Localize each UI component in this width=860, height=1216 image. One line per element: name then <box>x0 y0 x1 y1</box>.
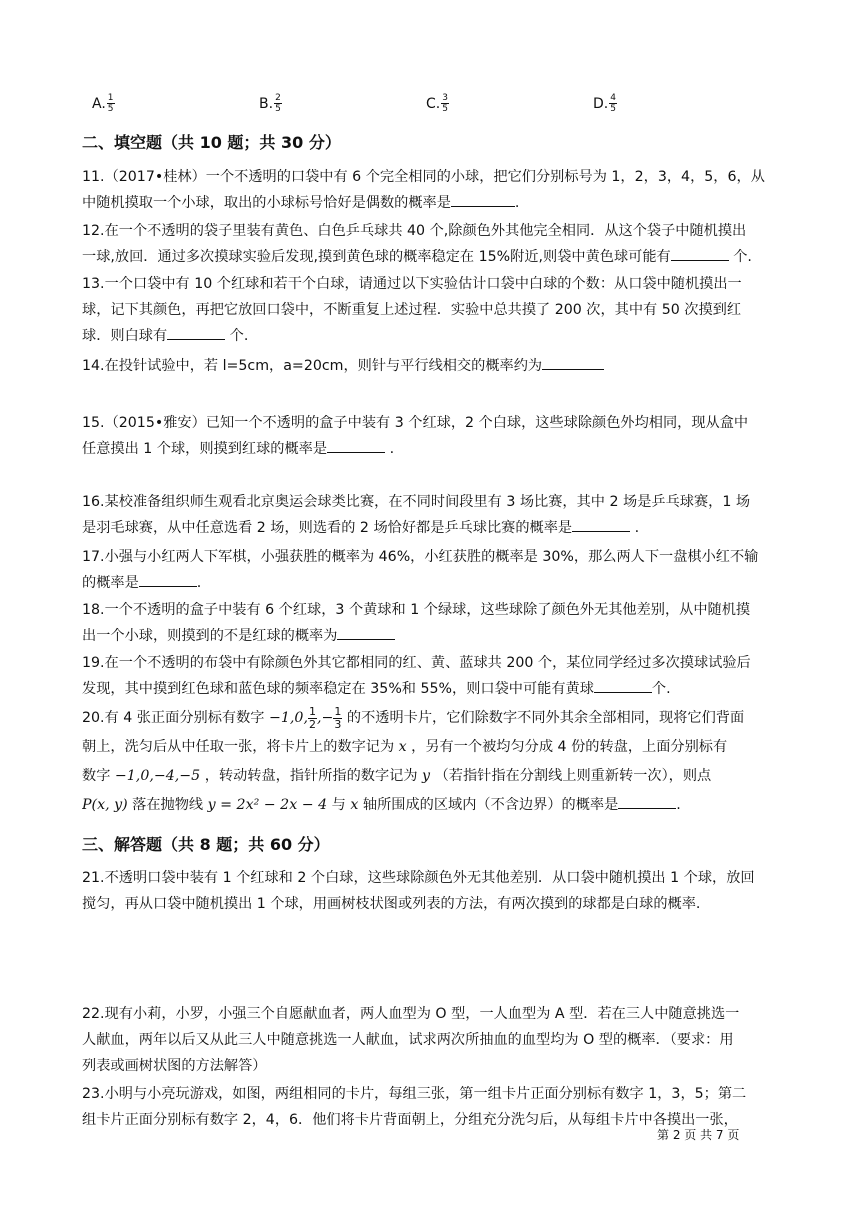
answer-blank[interactable] <box>542 355 604 370</box>
choice-b[interactable]: B. $\frac{2}{5}$ <box>259 93 281 114</box>
question-14: 14.在投针试验中，若 l=5cm，a=20cm，则针与平行线相交的概率约为 <box>82 353 788 379</box>
question-11: 11.（2017•桂林）一个不透明的口袋中有 6 个完全相同的小球，把它们分别标号为 1，2，3，4，5，6，从 中随机摸取一个小球，取出的小球标号恰好是偶数的概率是 . <box>82 169 765 211</box>
question-20: 20.有 4 张正面分别标有数字 −1,0, $\frac{1}{2}$ ,− $\frac{1}{3}$ 的不透明卡片，它们除数字不同外其余全部相同，现将它们背面 朝上，洗匀后从中任取一张，将卡片上的数字记为 x ，另有一个被均匀分成 4 份的转盘，上面分别标有 数字 −1,0,−4,−5 ，转动转盘，指针所指的数字记为 y （若指针指在分割线上则重新转一次），则点 P(x, y) 落在抛物线 y = 2x² − 2x − 4 与 x 轴所围成的区域内（不含边界）的概率是 . <box>82 704 745 813</box>
choice-c[interactable]: C. $\frac{3}{5}$ <box>426 93 448 114</box>
answer-blank[interactable] <box>139 572 197 587</box>
answer-blank[interactable] <box>618 794 676 809</box>
choice-d[interactable]: D. $\frac{4}{5}$ <box>593 93 616 114</box>
choice-row <box>92 93 792 123</box>
answer-blank[interactable] <box>451 192 515 207</box>
question-15: 15.（2015•雅安）已知一个不透明的盒子中装有 3 个红球，2 个白球，这些球除颜色外均相同，现从盒中 任意摸出 1 个球，则摸到红球的概率是 . <box>82 415 749 457</box>
answer-blank[interactable] <box>572 517 630 532</box>
question-19: 19.在一个不透明的布袋中有除颜色外其它都相同的红、黄、蓝球共 200 个，某位同学经过多次摸球试验后 发现，其中摸到红色球和蓝色球的频率稳定在 35%和 55%，则口袋中可能有黄球 个. <box>82 655 751 697</box>
answer-blank[interactable] <box>671 246 729 261</box>
section-heading-solutions: 三、解答题（共 8 题；共 60 分） <box>82 835 330 854</box>
question-23: 23.小明与小亮玩游戏，如图，两组相同的卡片，每组三张，第一组卡片正面分别标有数字 1，3，5；第二 组卡片正面分别标有数字 2，4，6．他们将卡片背面朝上，分组充分洗匀后，从每组卡片中各摸出一张， <box>82 1086 747 1128</box>
answer-blank[interactable] <box>167 325 225 340</box>
question-18: 18.一个不透明的盒子中装有 6 个红球，3 个黄球和 1 个绿球，这些球除了颜色外无其他差别，从中随机摸 出一个小球，则摸到的不是红球的概率为 <box>82 602 751 644</box>
choice-a[interactable]: A. $\frac{1}{5}$ <box>92 93 114 114</box>
section-heading-fill-in: 二、填空题（共 10 题；共 30 分） <box>82 133 341 152</box>
fraction: $\frac{2}{5}$ <box>275 93 281 114</box>
answer-blank[interactable] <box>337 625 395 640</box>
fraction: $\frac{1}{5}$ <box>107 93 114 114</box>
question-12: 12.在一个不透明的袋子里装有黄色、白色乒乓球共 40 个,除颜色外其他完全相同．从这个袋子中随机摸出 一球,放回．通过多次摸球实验后发现,摸到黄色球的概率稳定在 15%附近,则袋中黄色球可能有 个. <box>82 223 752 265</box>
fraction-third: $\frac{1}{3}$ <box>334 704 342 731</box>
question-17: 17.小强与小红两人下军棋，小强获胜的概率为 46%，小红获胜的概率是 30%，那么两人下一盘棋小红不输 的概率是 . <box>82 549 759 591</box>
fraction-half: $\frac{1}{2}$ <box>308 704 316 731</box>
question-21: 21.不透明口袋中装有 1 个红球和 2 个白球，这些球除颜色外无其他差别．从口袋中随机摸出 1 个球，放回 搅匀，再从口袋中随机摸出 1 个球，用画树枝状图或列表的方法，有两次摸到的球都是白球的概率. <box>82 870 755 912</box>
answer-blank[interactable] <box>327 438 385 453</box>
fraction: $\frac{3}{5}$ <box>442 93 448 114</box>
page-number: 第 2 页 共 7 页 <box>657 1128 740 1142</box>
question-22: 22.现有小莉，小罗，小强三个自愿献血者，两人血型为 O 型，一人血型为 A 型．若在三人中随意挑选一 人献血，两年以后又从此三人中随意挑选一人献血，试求两次所抽血的血型均为 O 型的概率．（要求：用 列表或画树状图的方法解答） <box>82 1006 740 1074</box>
fraction: $\frac{4}{5}$ <box>610 93 616 114</box>
question-13: 13.一个口袋中有 10 个红球和若干个白球，请通过以下实验估计口袋中白球的个数：从口袋中随机摸出一 球，记下其颜色，再把它放回口袋中，不断重复上述过程．实验中总共摸了 200 次，其中有 50 次摸到红 球．则白球有 个. <box>82 276 742 344</box>
answer-blank[interactable] <box>594 678 652 693</box>
question-16: 16.某校准备组织师生观看北京奥运会球类比赛，在不同时间段里有 3 场比赛，其中 2 场是乒乓球赛，1 场 是羽毛球赛，从中任意选看 2 场，则选看的 2 场恰好都是乒乓球比赛的概率是 . <box>82 494 751 536</box>
